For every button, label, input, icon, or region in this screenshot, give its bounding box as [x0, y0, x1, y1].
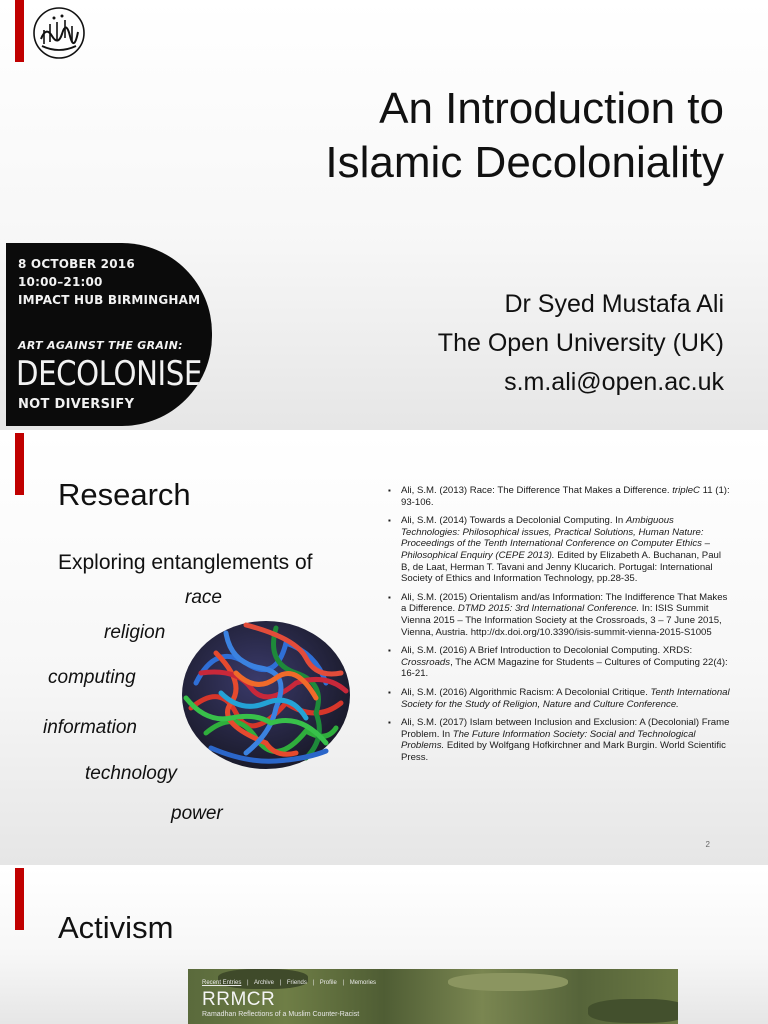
- poster-subline: NOT DIVERSIFY: [18, 397, 135, 412]
- nav-link-archive[interactable]: Archive: [253, 980, 274, 986]
- poster-tagline: ART AGAINST THE GRAIN:: [18, 339, 183, 352]
- nav-link-memories[interactable]: Memories: [349, 980, 377, 986]
- title-line-2: Islamic Decoloniality: [325, 138, 724, 187]
- nav-link-profile[interactable]: Profile: [319, 980, 337, 986]
- keyword-technology: technology: [85, 763, 177, 784]
- activism-slide: [0, 868, 768, 1024]
- reference-item: ▪ Ali, S.M. (2017) Islam between Inclusion and Exclusion: A (Decolonial) Frame Problem. In The Future Information Society: Social and Technological Problems. Edited by Wolfgang Hofkirchner and Mark Burgin. World Scientific Press.: [388, 717, 730, 763]
- author-name: Dr Syed Mustafa Ali: [504, 290, 724, 318]
- poster-venue: IMPACT HUB BIRMINGHAM: [18, 293, 201, 307]
- reference-item: ▪ Ali, S.M. (2016) A Brief Introduction to Decolonial Computing. XRDS: Crossroads, The ACM Magazine for Students – Cultures of Computing 22(4): 16-21.: [388, 645, 730, 680]
- nav-link-recent-entries[interactable]: Recent Entries: [202, 980, 242, 986]
- blog-nav: Recent Entries | Archive | Friends | Profile | Memories: [202, 980, 377, 986]
- event-poster: [6, 243, 212, 426]
- keyword-information: information: [43, 717, 137, 738]
- entanglement-image: [176, 613, 356, 773]
- accent-bar: [15, 0, 24, 62]
- poster-meta: [18, 255, 200, 309]
- calligraphy-logo-icon: [32, 6, 86, 60]
- keyword-race: race: [185, 587, 222, 608]
- keyword-computing: computing: [48, 667, 136, 688]
- title-line-1: An Introduction to: [379, 84, 724, 133]
- accent-bar: [15, 433, 24, 495]
- poster-time: 10:00–21:00: [18, 275, 103, 289]
- keyword-power: power: [171, 803, 223, 824]
- author-email: s.m.ali@open.ac.uk: [504, 368, 724, 396]
- reference-list: [388, 485, 730, 770]
- page-number: 2: [705, 840, 710, 849]
- title-slide: [0, 0, 768, 430]
- nav-link-friends[interactable]: Friends: [286, 980, 307, 986]
- author-affiliation: The Open University (UK): [437, 329, 724, 357]
- reference-item: ▪ Ali, S.M. (2015) Orientalism and/as Information: The Indifference That Makes a Difference. DTMD 2015: 3rd International Conference. In: ISIS Summit Vienna 2015 – The Information Society at the Crossroads, 3 – 7 June 2015, Vienna, Austria. http://dx.doi.org/10.3390/isis-summit-vienna-2015-S1005: [388, 592, 730, 638]
- slide-heading: Research: [58, 477, 191, 512]
- keyword-religion: religion: [104, 622, 166, 643]
- reference-item: ▪ Ali, S.M. (2013) Race: The Difference That Makes a Difference. tripleC 11 (1): 93-106.: [388, 485, 730, 508]
- reference-item: ▪ Ali, S.M. (2014) Towards a Decolonial Computing. In Ambiguous Technologies: Philosophical issues, Practical Solutions, Human Nature: Proceedings of the Tenth International Conference on Computer Ethics –Philosophical Enquiry (CEPE 2013). Edited by Elizabeth A. Buchanan, Paul B, de Laat, Herman T. Tavani and Jenny Klucarich. Portugal: International Society of Ethics and Information Technology, pp.28-35.: [388, 515, 730, 585]
- presentation-title: [204, 82, 724, 190]
- reference-item: ▪ Ali, S.M. (2016) Algorithmic Racism: A Decolonial Critique. Tenth International Society for the Study of Religion, Nature and Culture Conference.: [388, 687, 730, 710]
- blog-subtitle: Ramadhan Reflections of a Muslim Counter-Racist: [202, 1011, 360, 1018]
- blog-banner: [188, 969, 678, 1024]
- accent-bar: [15, 868, 24, 930]
- slide-heading: Activism: [58, 910, 174, 945]
- poster-date: 8 OCTOBER 2016: [18, 257, 135, 271]
- author-block: [324, 285, 724, 402]
- research-slide: [0, 433, 768, 865]
- poster-headline: DECOLONISE: [16, 354, 202, 394]
- slide-subheading: Exploring entanglements of: [58, 551, 313, 574]
- blog-name: RRMCR: [202, 989, 276, 1010]
